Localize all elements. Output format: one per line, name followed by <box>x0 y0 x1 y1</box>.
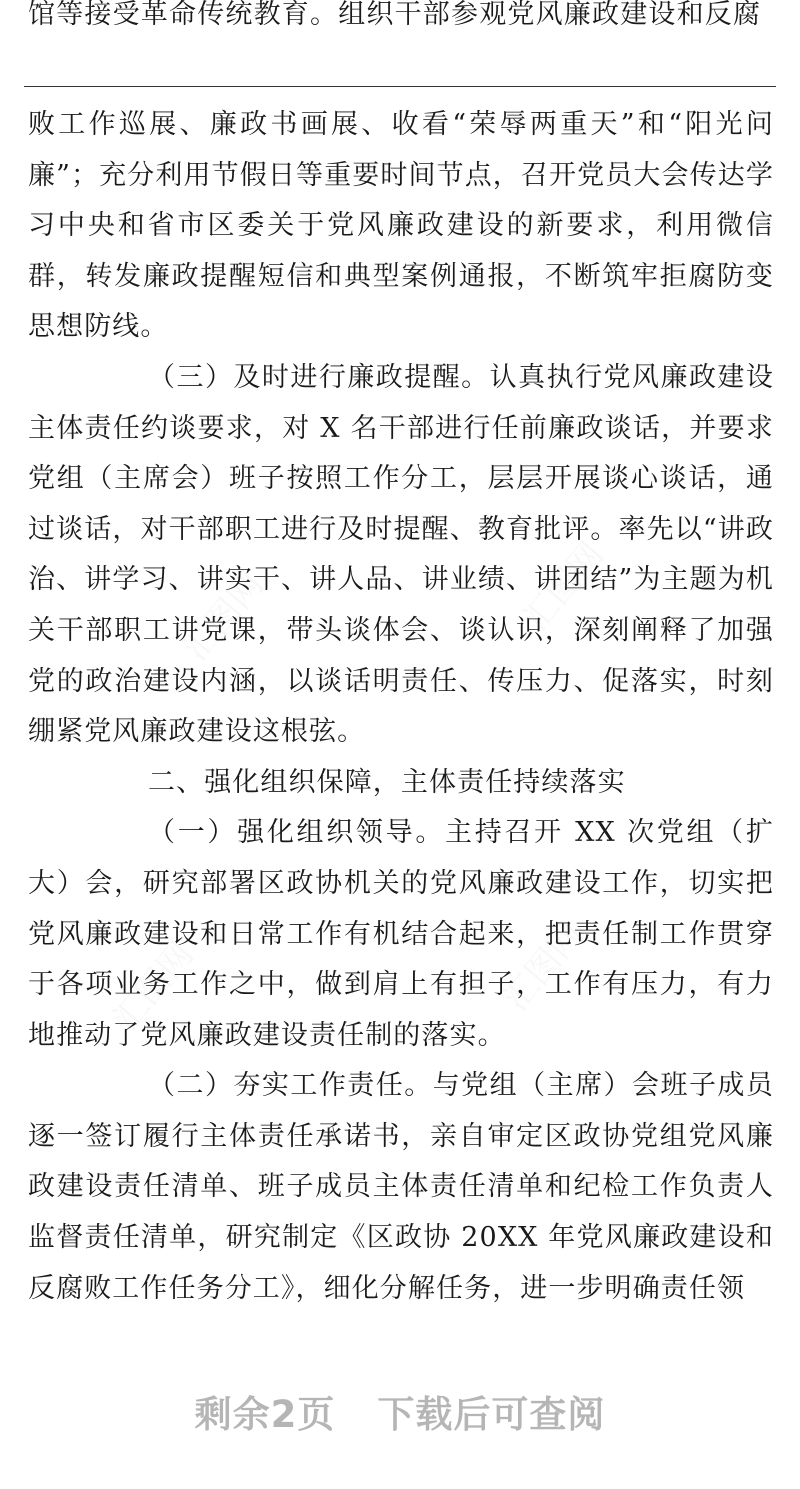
previous-page-fragment: 馆等接受革命传统教育。组织干部参观党风廉政建设和反腐 <box>28 0 762 30</box>
watermark: 汇图网 <box>515 534 612 639</box>
paragraph-leadership: （一）强化组织领导。主持召开 XX 次党组（扩大）会，研究部署区政协机关的党风廉政建设工作，切实把党风廉政建设和日常工作有机结合起来，把责任制工作贯穿于各项业务工作之中，做到肩上有担子，工作有压力，有力地推动了党风廉政建设责任制的落实。 <box>28 817 774 1051</box>
watermark: 汇图网 <box>495 914 592 1019</box>
watermark: 汇图网 <box>105 934 202 1039</box>
watermark: 汇图网 <box>175 564 272 669</box>
section-heading: 二、强化组织保障，主体责任持续落实 <box>148 766 626 798</box>
document-body <box>28 100 774 1314</box>
page-divider <box>24 86 776 87</box>
paragraph-reminder: （三）及时进行廉政提醒。认真执行党风廉政建设主体责任约谈要求，对 X 名干部进行任前廉政谈话，并要求党组（主席会）班子按照工作分工，层层开展谈心谈话，通过谈话，对干部职工进行及时提醒、教育批评。率先以“讲政治、讲学习、讲实干、讲人品、讲业绩、讲团结”为主题为机关干部职工讲党课，带头谈体会、谈认识，深刻阐释了加强党的政治建设内涵，以谈话明责任、传压力、促落实，时刻绷紧党风廉政建设这根弦。 <box>28 361 774 748</box>
paragraph-continuation: 败工作巡展、廉政书画展、收看“荣辱两重天”和“阳光问廉”；充分利用节假日等重要时间节点，召开党员大会传达学习中央和省市区委关于党风廉政建设的新要求，利用微信群，转发廉政提醒短信和典型案例通报，不断筑牢拒腐防变思想防线。 <box>28 109 774 343</box>
download-banner[interactable] <box>0 1384 800 1438</box>
paragraph-responsibility: （二）夯实工作责任。与党组（主席）会班子成员逐一签订履行主体责任承诺书，亲自审定区政协党组党风廉政建设责任清单、班子成员主体责任清单和纪检工作负责人监督责任清单，研究制定《区政协 20XX 年党风廉政建设和反腐败工作任务分工》，细化分解任务，进一步明确责任领 <box>28 1070 774 1304</box>
download-hint-label: 下载后可查阅 <box>377 1393 606 1436</box>
remaining-pages-label: 剩余2页 <box>194 1393 336 1436</box>
